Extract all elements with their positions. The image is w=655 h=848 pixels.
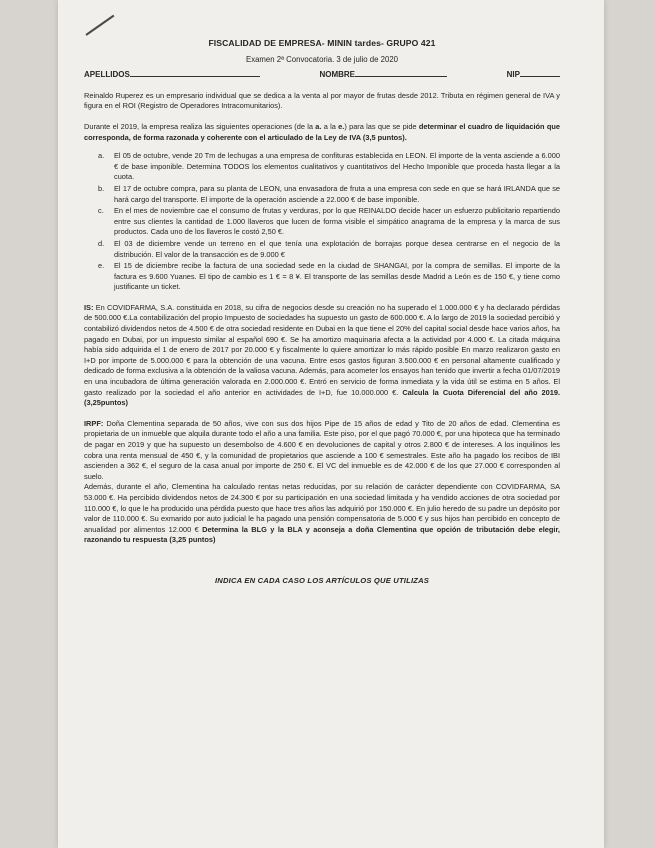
exam-content <box>84 38 560 587</box>
irpf-section: IRPF: Doña Clementina separada de 50 años, vive con sus dos hijos Pipe de 15 años de edad y Tito de 20 años de edad. Clementina es propietaria de un inmueble que alquila durante todo el año a una familia. Este piso, por el que pagó 70.000 €, por una hipoteca que ha terminado de pagar en 2019 y que ha supuesto un desembolso de 4.600 € en devoluciones de capital y otros 2.800 € de intereses. A los inquilinos les cobra una renta mensual de 450 €, y la comunidad de propietarios que asciende a 100 € semestrales. Este año ha pagado los recibos de IBI ascienden a 362 €, el seguro de la casa anual por importe de 250 €. El VC del inmueble es de 42.000 € de los que 27.000 € corresponden al suelo. <box>84 418 560 481</box>
student-fields <box>84 70 560 81</box>
apellidos-field[interactable] <box>130 76 260 77</box>
exam-subtitle: Examen 2ª Convocatoria. 3 de julio de 2020 <box>246 54 398 64</box>
nombre-label: NOMBRE <box>319 70 355 80</box>
nombre-field[interactable] <box>355 76 447 77</box>
iva-operations-list <box>84 151 560 293</box>
list-item: e. El 15 de diciembre recibe la factura de una sociedad sede en la ciudad de SHANGAI, por la compra de semillas. El importe de la factura es 9.600 Yuanes. El tipo de cambio es 1 € = 8 ¥. El transporte de las semillas desde Madrid a León es de 150 €, y tiene como justificante un ticket. <box>98 261 560 292</box>
apellidos-label: APELLIDOS <box>84 70 130 80</box>
irpf-section-continued: Además, durante el año, Clementina ha calculado rentas netas reducidas, por su relación de carácter dependiente con COVIDFARMA, SA 53.000 €. Ha percibido dividendos netos de 24.300 € por su participación en una sociedad limitada y ha vendido acciones de otra sociedad por 110.000 €, lo que le ha producido una pérdida puesto que hace tres años las adquirió por 150.000 €. En julio heredo de su padre un depósito por valor de 110.000 €. Su exmarido por auto judicial le ha pagado una pensión compensatoria de 5.000 € y sus hijos han percibido en concepto de anualidad por alimentos 12.000 € Determina la BLG y la BLA y aconseja a doña Clementina que opción de tributación debe elegir, razonando tu respuesta (3,25 puntos) <box>84 482 560 545</box>
iva-intro: Reinaldo Ruperez es un empresario individual que se dedica a la venta al por mayor de frutas desde 2012. Tributa en régimen general de IVA y figura en el ROI (Registro de Operadores Intracomunitarios). <box>84 90 560 111</box>
exam-title: FISCALIDAD DE EMPRESA- MININ tardes- GRUPO 421 <box>208 38 436 48</box>
is-section: IS: En COVIDFARMA, S.A. constituida en 2018, su cifra de negocios desde su creación no ha superado el 1.000.000 € y ha declarado pérdidas de 500.000 €.La contabilización del propio Impuesto de sociedades ha supuesto un gasto de 600.000 €. A lo largo de 2019 la sociedad percibió y contabilizó dividendos netos de 4.500 € de otra sociedad residente en Dubai en la que tiene el 20% del capital social desde hace varios años, ha pagado en Dubai, por un impuesto similar al español 690 €. Se ha amortizo maquinaria afecta a la actividad por 4.000 €. La citada máquina había sido adquirida el 1 de enero de 2017 por 20.000 € y fiscalmente lo quiere amortizar lo más rápido posible En marzo realizaron gasto en I+D por importe de 5.000.000 € para la obtención de una vacuna. Entre esos gastos figuran 3.500.000 € en personal altamente cualificado y dedicado de forma exclusiva a la obtención de la valiosa vacuna. Además, para acometer los ensayos han tenido que invertir a fecha 01/07/2019 en una incubadora de última generación valorada en 2.000.000 €. Entró en servicio de forma inmediata y la vida útil se estima en 5 años. El gasto realizado por la sociedad el año anterior en actividades de I+D, fue 10.000.000 €. Calcula la Cuota Diferencial del año 2019. (3,25puntos) <box>84 302 560 408</box>
list-item: c. En el mes de noviembre cae el consumo de frutas y verduras, por lo que REINALDO decide hacer un esfuerzo publicitario repartiendo entre sus clientes la cantidad de 1.000 llaveros que lucen de forma visible el simpático anagrama de la empresa y la marca de sus productos. Cada uno de los llaveros le costó 2,50 €. <box>98 206 560 237</box>
list-item: b. El 17 de octubre compra, para su planta de LEON, una envasadora de fruta a una empresa con sede en que se hará IRLANDA que se hará cargo del transporte. El importe de la operación asciende a 22.000 € de base imponible. <box>98 183 560 204</box>
nip-field[interactable] <box>520 76 560 77</box>
list-item: d. El 03 de diciembre vende un terreno en el que tenía una explotación de borrajas porque desea centrarse en el negocio de la distribución. El valor de la transacción es de 9.000 € <box>98 238 560 259</box>
list-item: a. El 05 de octubre, vende 20 Tm de lechugas a una empresa de confituras establecida en LEON. El importe de la venta asciende a 6.000 € de base imponible. Determina TODOS los elementos cualitativos y cuantitativos del Hecho Imponible que proceda hasta llegar a la cuota. <box>98 151 560 182</box>
footer-instruction: INDICA EN CADA CASO LOS ARTÍCULOS QUE UTILIZAS <box>214 575 430 585</box>
iva-task: Durante el 2019, la empresa realiza las siguientes operaciones (de la a. a la e.) para las que se pide determinar el cuadro de liquidación que corresponda, de forma razonada y coherente con el articulado de la Ley de IVA (3,5 puntos). <box>84 121 560 142</box>
nip-label: NIP <box>506 70 520 80</box>
